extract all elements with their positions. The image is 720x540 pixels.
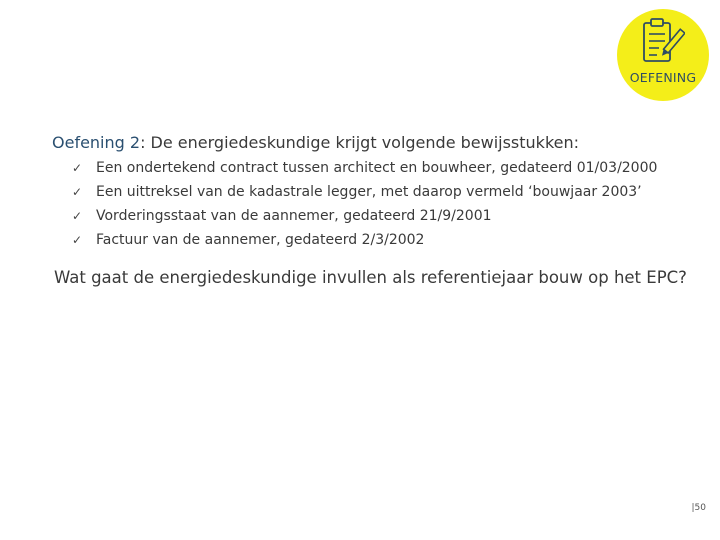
clipboard-pencil-icon bbox=[641, 15, 685, 71]
list-item bbox=[72, 156, 657, 180]
check-icon: ✓ bbox=[72, 209, 83, 223]
list-item-text: Factuur van de aannemer, gedateerd 2/3/2002 bbox=[96, 232, 425, 248]
exercise-title bbox=[52, 133, 579, 152]
list-item-text: Een ondertekend contract tussen architect en bouwheer, gedateerd 01/03/2000 bbox=[96, 160, 658, 176]
list-item bbox=[72, 228, 657, 252]
list-item-text: Vorderingsstaat van de aannemer, gedateerd 21/9/2001 bbox=[96, 208, 492, 224]
question-text: Wat gaat de energiedeskundige invullen als referentiejaar bouw op het EPC? bbox=[54, 268, 687, 287]
check-icon: ✓ bbox=[72, 233, 83, 247]
evidence-list bbox=[72, 156, 657, 252]
check-icon: ✓ bbox=[72, 185, 83, 199]
list-item-text: Een uittreksel van de kadastrale legger, met daarop vermeld ‘bouwjaar 2003’ bbox=[96, 184, 642, 200]
oefening-badge bbox=[617, 9, 709, 101]
list-item bbox=[72, 204, 657, 228]
exercise-title-text: : De energiedeskundige krijgt volgende bewijsstukken: bbox=[140, 133, 580, 152]
check-icon: ✓ bbox=[72, 161, 83, 175]
page-number: |50 bbox=[691, 503, 706, 513]
list-item bbox=[72, 180, 657, 204]
badge-label: OEFENING bbox=[629, 70, 697, 85]
exercise-number: Oefening 2 bbox=[52, 133, 141, 152]
